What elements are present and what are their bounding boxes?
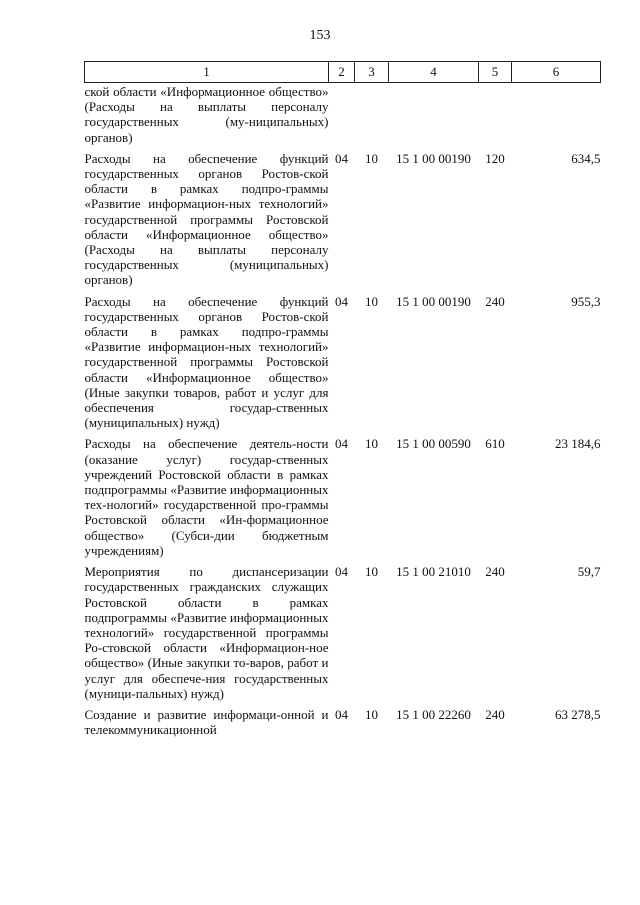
row-col-6: 63 278,5 (555, 706, 601, 722)
row-col-3: 10 (365, 293, 378, 309)
row-col-2: 04 (335, 293, 348, 309)
header-col-6: 6 (512, 62, 601, 83)
row-col-6: 634,5 (571, 150, 601, 166)
row-col-3: 10 (365, 436, 378, 452)
row-col-4: 15 1 00 21010 (396, 564, 471, 580)
header-col-2: 2 (329, 62, 355, 83)
row-description: Расходы на обеспечение функций государственных органов Ростов-ской области в рамках подпро-граммы «Развитие информацион-ных технологий» государственной программы Ростовской области «Информационное общество» (Иные закупки товаров, работ и услуг для обеспечения государ-ственных (муниципальных) нужд) (84, 293, 329, 431)
row-col-4: 15 1 00 00190 (396, 150, 471, 166)
row-col-5: 120 (485, 150, 505, 166)
row-description: ской области «Информационное общество» (Расходы на выплаты персоналу государственных (му-ниципальных) органов) (84, 84, 329, 145)
table-row (85, 430, 601, 558)
row-col-6: 23 184,6 (555, 436, 601, 452)
row-col-5: 240 (485, 293, 505, 309)
row-col-5: 610 (485, 436, 505, 452)
row-col-3 (355, 83, 389, 145)
table-row (85, 145, 601, 288)
header-col-1: 1 (85, 62, 329, 83)
table-row (85, 83, 601, 145)
row-col-3: 10 (365, 150, 378, 166)
budget-table (84, 61, 601, 737)
row-col-3: 10 (365, 706, 378, 722)
row-col-2: 04 (335, 150, 348, 166)
row-col-6: 955,3 (571, 293, 601, 309)
row-col-6: 59,7 (577, 564, 601, 580)
header-col-3: 3 (355, 62, 389, 83)
row-col-5: 240 (485, 564, 505, 580)
row-col-2 (329, 83, 355, 145)
row-description: Создание и развитие информаци-онной и телекоммуникационной (84, 706, 329, 738)
header-row (85, 62, 601, 83)
row-description: Расходы на обеспечение деятель-ности (оказание услуг) государ-ственных учреждений Ростовской области в рамках подпрограммы «Развитие информационных тех-нологий» государственной про-граммы Ростовской области «Ин-формационное общество» (Субси-дии бюджетным учреждениям) (84, 436, 329, 558)
row-col-4: 15 1 00 00590 (396, 436, 471, 452)
row-col-2: 04 (335, 436, 348, 452)
row-col-5: 240 (485, 706, 505, 722)
row-col-5 (479, 83, 512, 145)
row-description: Мероприятия по диспансеризации государственных гражданских служащих Ростовской области в рамках подпрограммы «Развитие информационных технологий» государственной программы Ро-стовской области «Информацион-ное общество» (Иные закупки то-варов, работ и услуг для обеспече-ния государственных (муници-пальных) нужд) (84, 564, 329, 701)
row-col-4 (389, 83, 479, 145)
page-number: 153 (309, 28, 331, 43)
table-row (85, 701, 601, 737)
row-col-2: 04 (335, 706, 348, 722)
header-col-5: 5 (479, 62, 512, 83)
row-description: Расходы на обеспечение функций государственных органов Ростов-ской области в рамках подпро-граммы «Развитие информацион-ных технологий» государственной программы Ростовской области «Информационное общество» (Расходы на выплаты персоналу государственных (муниципальных) органов) (84, 150, 329, 288)
row-col-6 (512, 83, 601, 145)
header-col-4: 4 (389, 62, 479, 83)
table-row (85, 288, 601, 431)
row-col-2: 04 (335, 564, 348, 580)
table-row (85, 558, 601, 701)
row-col-3: 10 (365, 564, 378, 580)
row-col-4: 15 1 00 00190 (396, 293, 471, 309)
row-col-4: 15 1 00 22260 (396, 706, 471, 722)
